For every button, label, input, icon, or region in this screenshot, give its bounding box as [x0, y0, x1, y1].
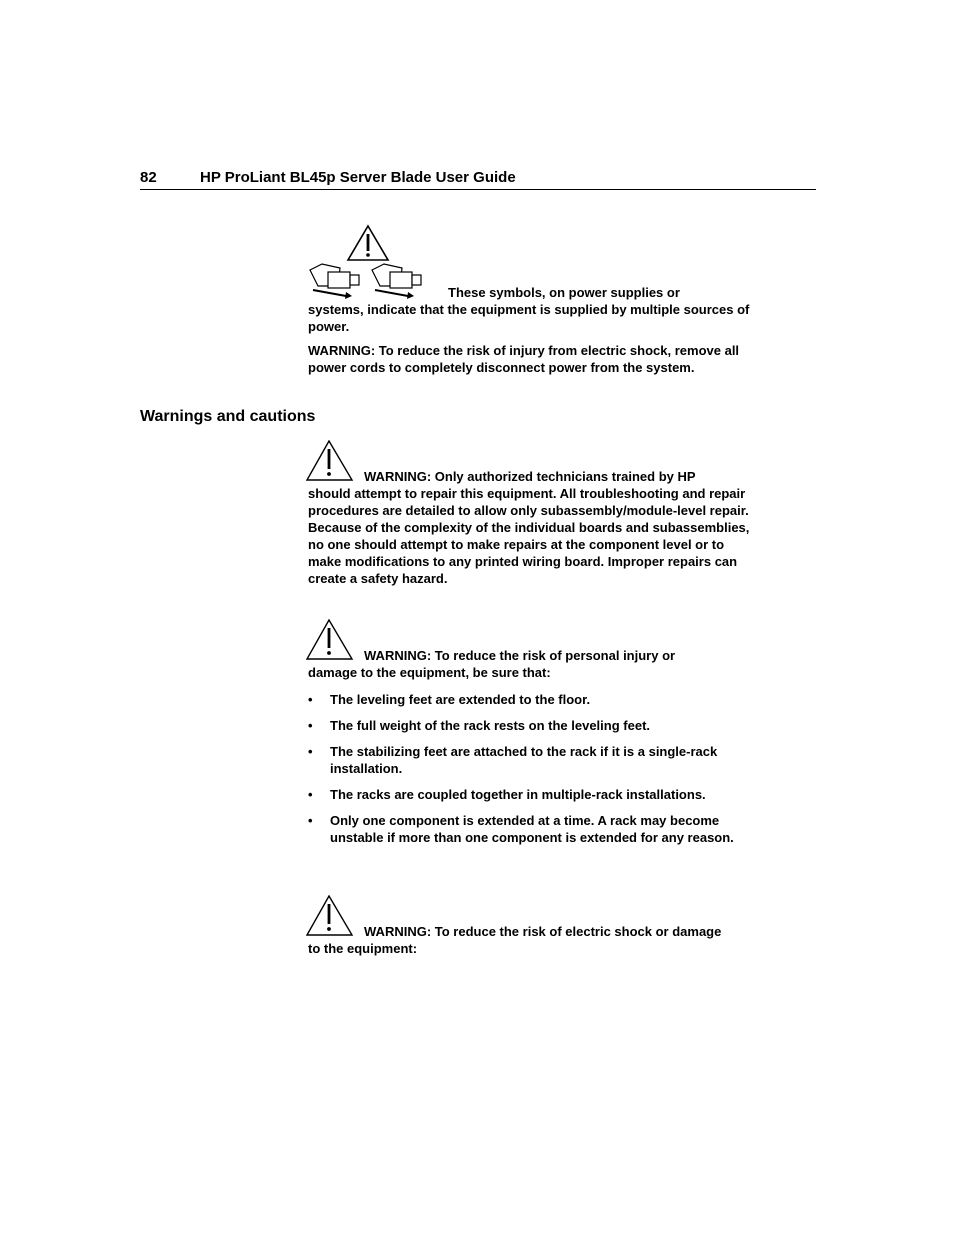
- warning-1-first-line: WARNING: Only authorized technicians trained by HP: [364, 469, 696, 484]
- warning-1-text: should attempt to repair this equipment. All troubleshooting and repair procedures are detailed to allow only subassembly/module-level repair. Because of the complexity of the individual boards and subassemblies, no one should attempt to make repairs at the component level or to make modifications to any printed wiring board. Improper repairs can create a safety hazard.: [308, 486, 750, 586]
- warning-triangle-icon: [348, 226, 388, 260]
- document-title: HP ProLiant BL45p Server Blade User Guide: [200, 169, 516, 186]
- list-item: [308, 786, 758, 803]
- list-item-text: Only one component is extended at a time. A rack may become unstable if more than one component is extended for any reason.: [330, 813, 734, 845]
- bullet-icon: •: [308, 692, 313, 707]
- bullet-icon: •: [308, 718, 313, 733]
- bullet-icon: •: [308, 744, 313, 759]
- list-item: [308, 691, 758, 708]
- warning-3-text: to the equipment:: [308, 941, 418, 956]
- warning-2-bullet-list: [308, 691, 758, 855]
- warning-3-first-line: WARNING: To reduce the risk of electric shock or damage: [364, 924, 722, 939]
- list-item: [308, 743, 758, 777]
- list-item: [308, 812, 758, 846]
- bullet-icon: •: [308, 787, 313, 802]
- list-item: [308, 717, 758, 734]
- bullet-icon: •: [308, 813, 313, 828]
- warning-triangle-icon: [306, 895, 354, 937]
- power-notice-text: systems, indicate that the equipment is supplied by multiple sources of power.: [308, 302, 750, 334]
- multiple-power-sources-icon: [308, 224, 426, 300]
- page-header: [140, 168, 816, 190]
- power-plug-icon: [372, 264, 421, 299]
- list-item-text: The leveling feet are extended to the floor.: [330, 692, 591, 707]
- list-item-text: The stabilizing feet are attached to the rack if it is a single-rack installation.: [330, 744, 718, 776]
- warning-2-text: damage to the equipment, be sure that:: [308, 665, 551, 680]
- warning-triangle-icon: [306, 619, 354, 661]
- list-item-text: The full weight of the rack rests on the leveling feet.: [330, 718, 651, 733]
- list-item-text: The racks are coupled together in multiple-rack installations.: [330, 787, 706, 802]
- section-heading: Warnings and cautions: [140, 408, 316, 425]
- warning-2-first-line: WARNING: To reduce the risk of personal injury or: [364, 648, 676, 663]
- warning-triangle-icon: [306, 440, 354, 482]
- power-plug-icon: [310, 264, 359, 299]
- power-warning-text: WARNING: To reduce the risk of injury from electric shock, remove all power cords to completely disconnect power from the system.: [308, 343, 740, 375]
- power-notice-text-first: These symbols, on power supplies or: [448, 285, 680, 300]
- page-number: 82: [140, 169, 157, 186]
